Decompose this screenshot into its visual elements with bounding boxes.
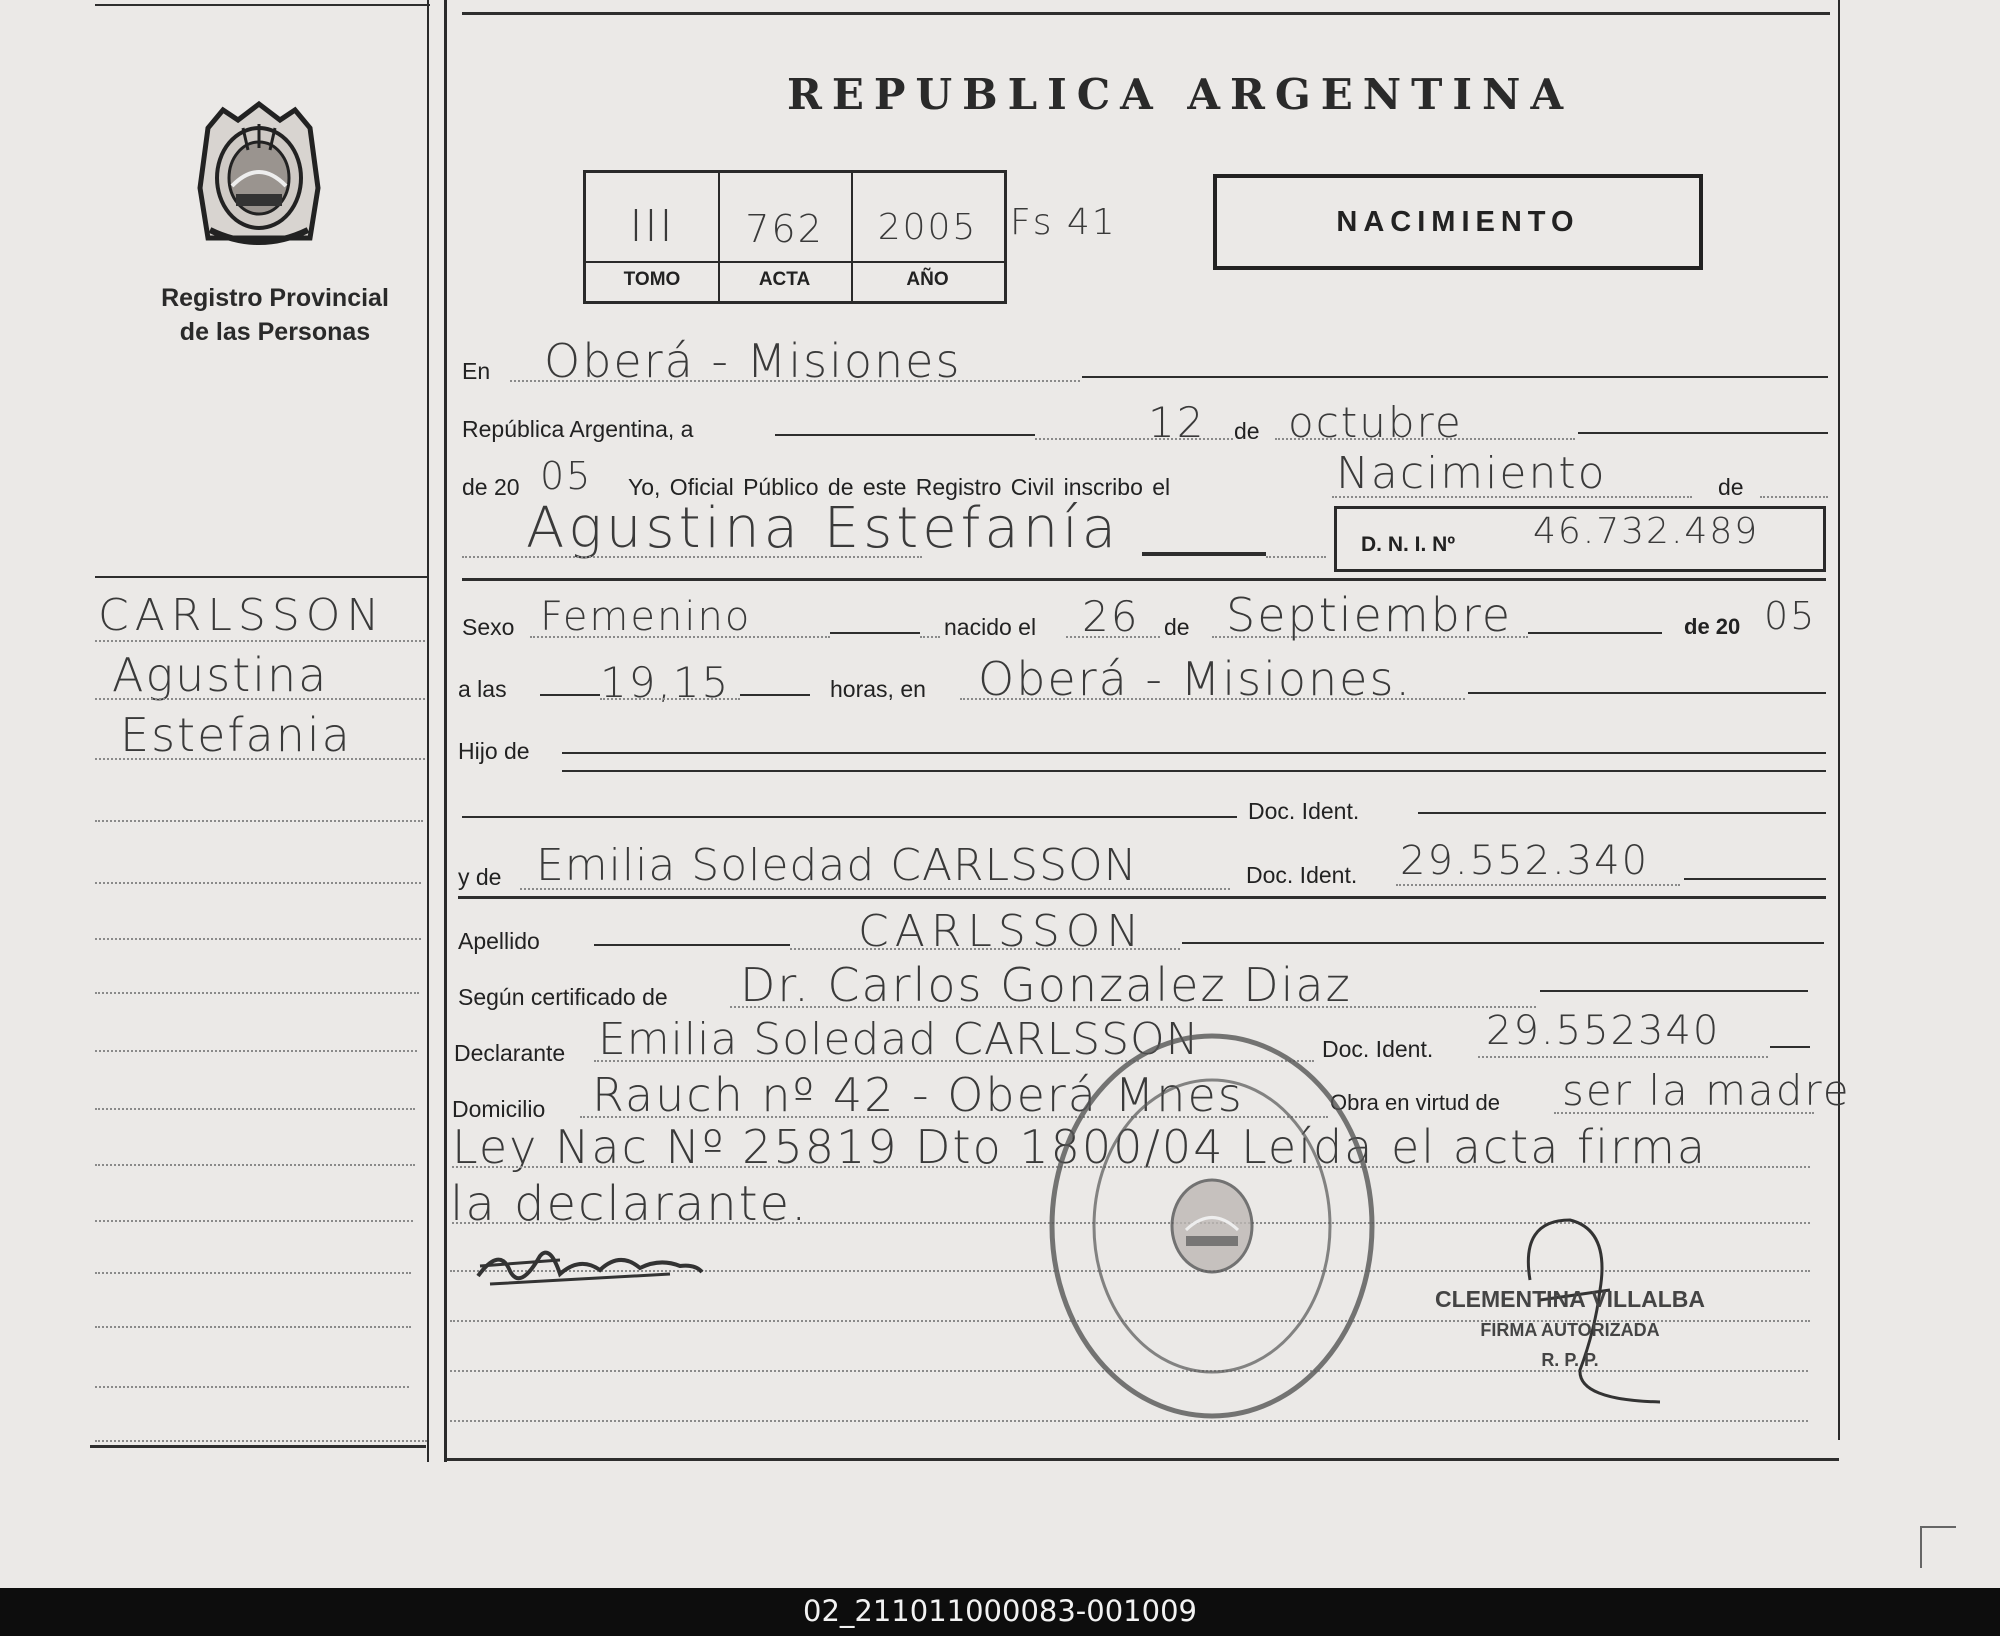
ano-label: AÑO: [906, 269, 949, 290]
de-label: de: [1234, 418, 1260, 444]
en-label: En: [462, 358, 491, 384]
de-label-2: de: [1718, 474, 1744, 500]
registry-stamp: [1046, 1030, 1378, 1422]
bottom-rule-left: [90, 1445, 426, 1448]
act-type-box: NACIMIENTO: [1213, 174, 1703, 270]
acta-value: 762: [745, 207, 824, 251]
sexo-value: Femenino: [540, 594, 752, 640]
dni-value: 46.732.489: [1533, 511, 1760, 552]
bottom-rule-right: [447, 1458, 1839, 1461]
dni-label: D. N. I. Nº: [1361, 533, 1456, 556]
declarant-signature: [470, 1236, 710, 1296]
official-signature: [1460, 1210, 1700, 1420]
margin-surname: CARLSSON: [98, 590, 386, 641]
corner-mark: [1920, 1526, 1956, 1568]
obra-value: ser la madre: [1562, 1066, 1851, 1115]
tomo-value: III: [629, 201, 675, 252]
birth-day: 26: [1082, 592, 1140, 641]
yde-label: y de: [458, 864, 502, 890]
act-year-suffix: 05: [540, 454, 593, 498]
official-name: CLEMENTINA VILLALBA: [1434, 1286, 1705, 1312]
de20-label-2: de 20: [1684, 614, 1741, 639]
doc-ident-label-declarante: Doc. Ident.: [1322, 1036, 1434, 1062]
notes-line-1: Ley Nac Nº 25819 Dto 1800/04 Leída el acta firma: [452, 1120, 1708, 1174]
domicilio-value: Rauch nº 42 - Oberá Mnes: [592, 1068, 1244, 1122]
declarante-doc: 29.552340: [1486, 1008, 1721, 1054]
country-heading: REPUBLICA ARGENTINA: [786, 70, 1574, 119]
declarante-value: Emilia Soledad CARLSSON: [598, 1014, 1200, 1065]
registry-title-line1: Registro Provincial: [161, 284, 389, 312]
de-label-3: de: [1164, 614, 1190, 640]
act-day: 12: [1148, 398, 1206, 447]
doc-ident-label-mother: Doc. Ident.: [1246, 862, 1358, 888]
sexo-label: Sexo: [462, 614, 515, 640]
de20-label: de 20: [462, 474, 520, 500]
birth-hour: 19,15: [600, 658, 731, 707]
footer-bar: [0, 1588, 2000, 1636]
left-column-edge: [427, 0, 429, 1462]
doctor-name: Dr. Carlos Gonzalez Diaz: [740, 958, 1352, 1012]
inscribo-label: Yo, Oficial Público de este Registro Civil inscribo el: [628, 474, 1171, 500]
birth-year-suffix: 05: [1764, 594, 1817, 638]
official-role: FIRMA AUTORIZADA: [1480, 1320, 1660, 1340]
notes-line-2: la declarante.: [450, 1176, 809, 1232]
tomo-label: TOMO: [623, 269, 681, 290]
registry-title-line2: de las Personas: [179, 318, 371, 346]
ano-value: 2005: [877, 207, 978, 248]
doc-ident-label-father: Doc. Ident.: [1248, 798, 1360, 824]
obra-label: Obra en virtud de: [1330, 1090, 1500, 1115]
folio-note: Fs 41: [1010, 202, 1117, 243]
mother-name: Emilia Soledad CARLSSON: [536, 840, 1138, 891]
child-full-name: Agustina Estefanía: [526, 496, 1121, 561]
birth-place: Oberá - Misiones.: [978, 652, 1413, 706]
declarante-label: Declarante: [454, 1040, 566, 1066]
segun-label: Según certificado de: [458, 984, 668, 1010]
act-month: octubre: [1288, 398, 1463, 447]
apellido-label: Apellido: [458, 928, 540, 954]
right-frame-edge: [1838, 0, 1840, 1440]
left-column-separator: [95, 576, 427, 578]
birth-month: Septiembre: [1226, 588, 1513, 642]
dni-box: [1334, 506, 1826, 572]
provincial-seal-logo: [188, 98, 330, 253]
acta-label: ACTA: [758, 269, 811, 290]
domicilio-label: Domicilio: [452, 1096, 546, 1122]
official-org: R. P. P.: [1541, 1350, 1599, 1370]
alas-label: a las: [458, 676, 507, 702]
mother-doc: 29.552.340: [1400, 838, 1650, 884]
republica-label: República Argentina, a: [462, 416, 694, 442]
hijo-label: Hijo de: [458, 738, 530, 764]
register-box: [583, 170, 1007, 304]
inscribo-value: Nacimiento: [1336, 448, 1607, 499]
horas-label: horas, en: [830, 676, 926, 702]
margin-name-2: Estefania: [120, 708, 352, 762]
top-rule-left: [95, 4, 430, 6]
en-value: Oberá - Misiones: [544, 334, 962, 388]
top-rule-right: [462, 12, 1830, 15]
apellido-value: CARLSSON: [858, 906, 1146, 957]
margin-name-1: Agustina: [112, 648, 329, 702]
nacido-label: nacido el: [944, 614, 1037, 640]
column-divider: [444, 0, 447, 1462]
file-id: 02_211011000083-001009: [803, 1594, 1197, 1628]
